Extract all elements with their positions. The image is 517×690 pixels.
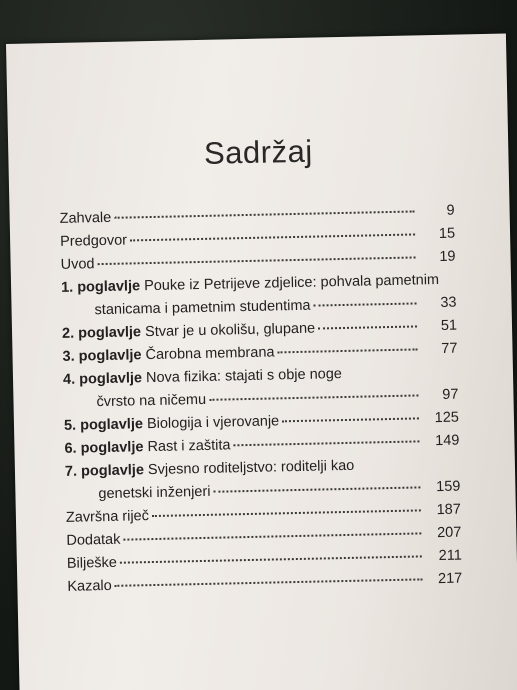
toc-page-number: 77 [441, 340, 458, 357]
toc-label: Kazalo [67, 577, 112, 595]
toc-label: Uvod [60, 256, 95, 273]
toc-label: Predgovor [59, 232, 128, 250]
dot-leader [318, 324, 417, 329]
toc-page-number: 187 [436, 501, 462, 519]
dot-leader [120, 554, 422, 563]
table-of-contents [59, 200, 462, 599]
toc-label: Stvar je u okolišu, glupane [144, 320, 316, 341]
toc-label-continued: genetski inženjeri [98, 483, 211, 503]
toc-label: Čarobna membrana [145, 344, 275, 364]
toc-label: Nova fizika: stajati s obje noge [145, 366, 343, 387]
dot-leader [282, 416, 419, 422]
dot-leader [277, 347, 417, 353]
toc-page-number: 217 [437, 570, 463, 588]
toc-label: Pouke iz Petrijeve zdjelice: pohvala pametnim [143, 271, 440, 295]
dot-leader [130, 232, 415, 241]
dot-leader [233, 439, 419, 446]
toc-entry-chapter-1 [61, 269, 457, 323]
toc-page-number: 9 [446, 202, 455, 219]
toc-label: Bilješke [66, 554, 118, 572]
toc-page-number: 211 [438, 547, 462, 565]
dot-leader [209, 393, 418, 400]
dot-leader [213, 485, 420, 492]
chapter-label: 6. poglavlje [64, 439, 144, 457]
toc-label: Biologija i vjerovanje [146, 413, 280, 433]
toc-label: Završna riječ [65, 508, 150, 526]
dot-leader [115, 577, 423, 586]
toc-page-number: 19 [439, 248, 456, 265]
toc-page-number: 207 [436, 524, 462, 542]
toc-label-continued: stanicama i pametnim studentima [94, 297, 311, 319]
chapter-label: 4. poglavlje [62, 370, 143, 388]
toc-page-number: 97 [442, 386, 459, 403]
toc-page-number: 33 [440, 294, 457, 311]
toc-page-number: 159 [436, 478, 461, 496]
dot-leader [152, 508, 421, 517]
toc-page-number: 51 [440, 317, 458, 334]
dot-leader [114, 209, 414, 218]
toc-page-number: 15 [438, 225, 456, 242]
chapter-label: 3. poglavlje [62, 347, 142, 365]
page-title: Sadržaj [203, 133, 313, 171]
dot-leader [123, 531, 421, 540]
toc-entry-chapter-7 [65, 453, 461, 507]
chapter-label: 5. poglavlje [63, 416, 144, 434]
toc-page-number: 125 [434, 409, 460, 427]
chapter-label: 7. poglavlje [64, 462, 145, 480]
toc-entry-chapter-4 [63, 361, 459, 415]
chapter-label: 2. poglavlje [61, 324, 142, 342]
toc-page-number: 149 [435, 432, 460, 450]
chapter-label: 1. poglavlje [60, 278, 141, 296]
toc-label: Rast i zaštita [147, 437, 231, 456]
toc-label: Dodatak [66, 531, 121, 549]
dot-leader [97, 255, 415, 265]
dot-leader [314, 301, 417, 306]
book-page [6, 34, 517, 690]
toc-label: Zahvale [59, 209, 112, 227]
toc-label-continued: čvrsto na ničemu [96, 391, 207, 411]
toc-label: Svjesno roditeljstvo: roditelji kao [147, 457, 355, 479]
